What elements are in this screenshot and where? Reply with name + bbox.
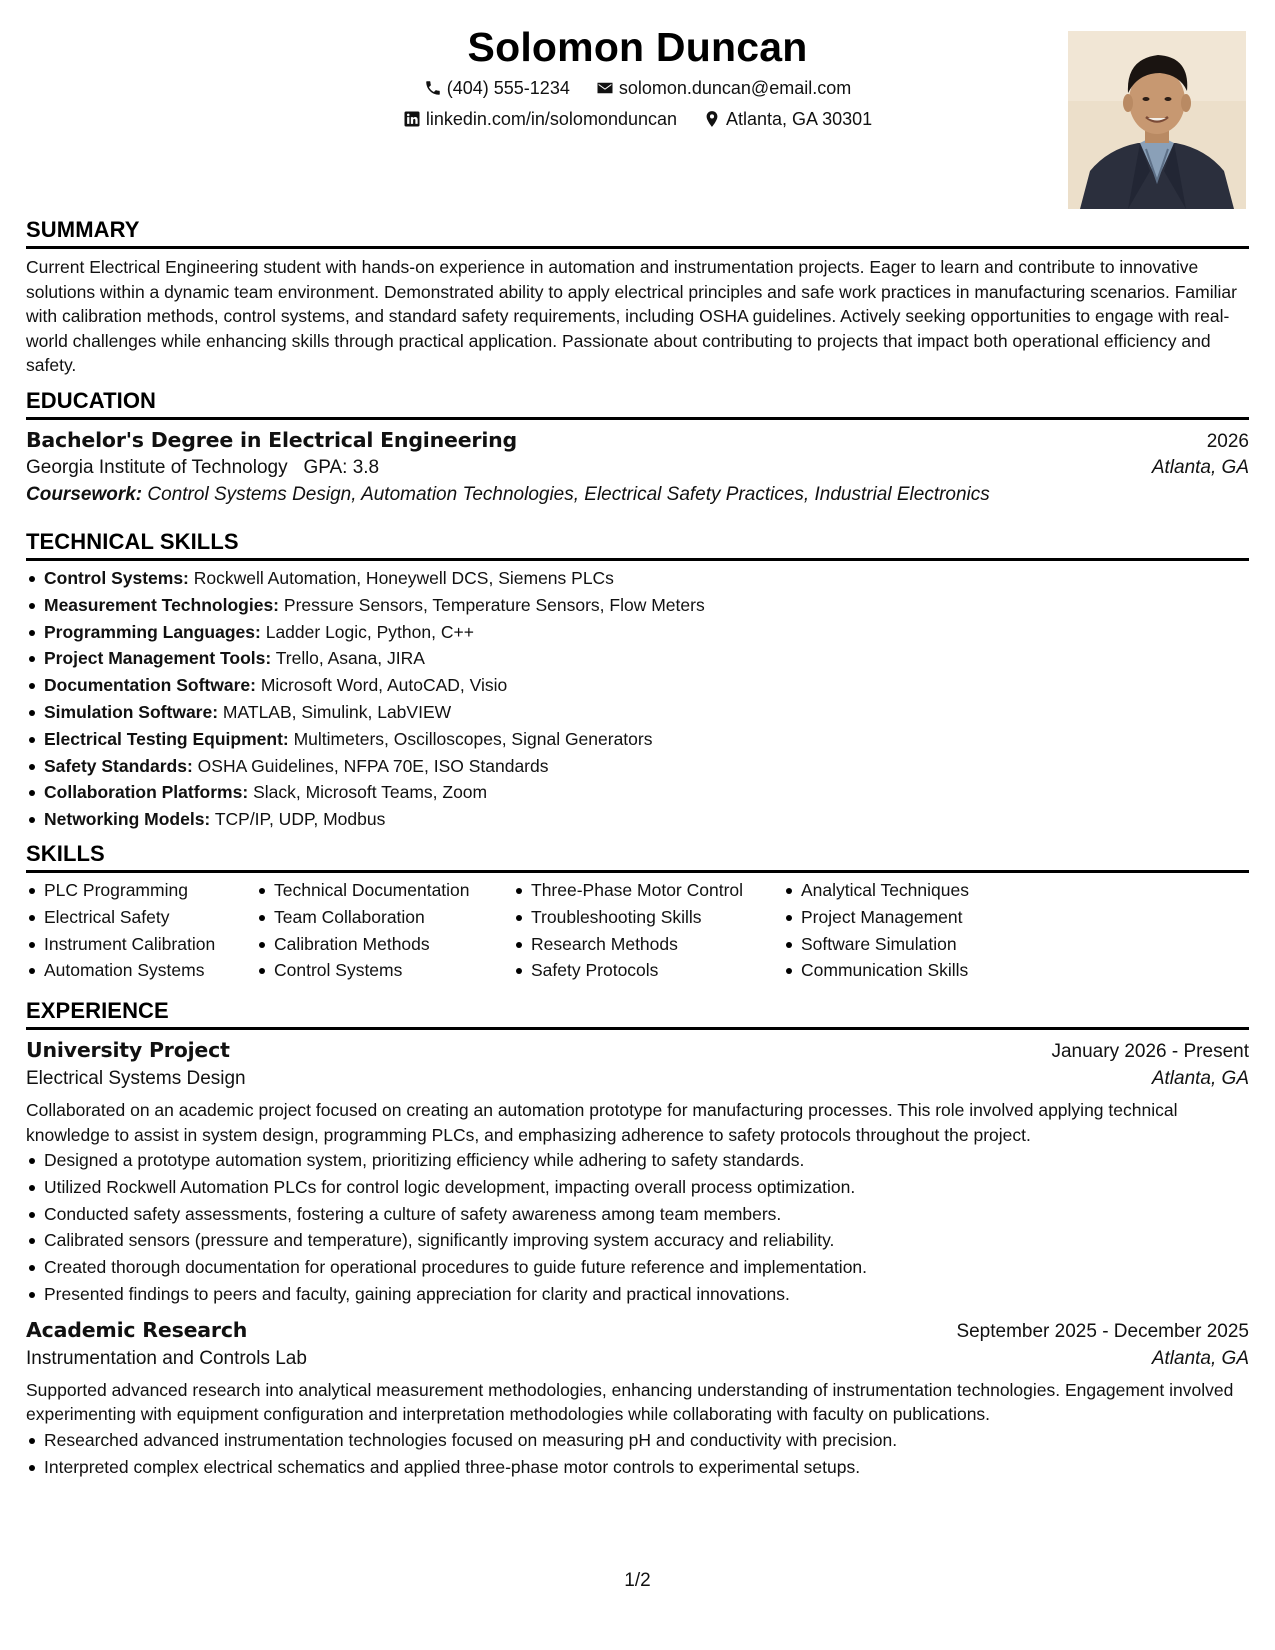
- list-item: [26, 806, 1249, 833]
- list-item: Technical Documentation: [256, 877, 513, 904]
- linkedin-text: linkedin.com/in/solomonduncan: [425, 109, 678, 129]
- location-contact: [703, 107, 872, 131]
- technical-skills-heading: TECHNICAL SKILLS: [26, 528, 1249, 561]
- contact-line-2: [26, 107, 1249, 131]
- skill-category-value: Microsoft Word, AutoCAD, Visio: [260, 675, 508, 696]
- skill-category-value: Pressure Sensors, Temperature Sensors, Flow Meters: [283, 594, 705, 615]
- resume-page: [26, 0, 1249, 1650]
- list-item: Presented findings to peers and faculty, gaining appreciation for clarity and practical innovations.: [26, 1281, 1249, 1308]
- gpa: GPA: 3.8: [303, 457, 380, 478]
- list-item: Analytical Techniques: [783, 877, 1043, 904]
- skill-category-value: Slack, Microsoft Teams, Zoom: [253, 782, 488, 803]
- skills-column-3: [513, 877, 783, 984]
- skills-column-1: [26, 877, 256, 984]
- job-title: University Project: [26, 1038, 230, 1062]
- summary-heading: SUMMARY: [26, 216, 1249, 249]
- skill-category-value: MATLAB, Simulink, LabVIEW: [222, 701, 452, 722]
- job-entry: [26, 1038, 1249, 1308]
- job-title: Academic Research: [26, 1317, 248, 1342]
- list-item: Software Simulation: [783, 931, 1043, 958]
- skills-section: [26, 840, 1249, 984]
- skill-category-value: Rockwell Automation, Honeywell DCS, Siemens PLCs: [193, 568, 614, 588]
- list-item: Created thorough documentation for operational procedures to guide future reference and implementation.: [26, 1254, 1249, 1281]
- email-text: solomon.duncan@email.com: [618, 78, 852, 98]
- technical-skills-section: [26, 528, 1249, 833]
- resume-header: [26, 22, 1249, 131]
- job-dates: September 2025 - December 2025: [956, 1320, 1249, 1342]
- summary-section: [26, 216, 1249, 378]
- job-location: Atlanta, GA: [1151, 1347, 1249, 1369]
- contact-line-1: [26, 76, 1249, 100]
- list-item: Conducted safety assessments, fostering a culture of safety awareness among team members.: [26, 1201, 1249, 1228]
- job-location: Atlanta, GA: [1151, 1068, 1249, 1089]
- job-sub-row: [26, 1068, 1249, 1090]
- job-bullets: [26, 1147, 1249, 1308]
- list-item: Instrument Calibration: [26, 931, 256, 958]
- technical-skills-list: [26, 565, 1249, 833]
- list-item: Calibration Methods: [256, 931, 513, 958]
- phone-text: (404) 555-1234: [446, 78, 570, 98]
- skill-category-label: Project Management Tools:: [44, 648, 272, 669]
- location-text: Atlanta, GA 30301: [726, 109, 873, 129]
- education-section: [26, 387, 1249, 506]
- skill-category-label: Collaboration Platforms:: [44, 782, 249, 803]
- list-item: [26, 753, 1249, 780]
- list-item: Interpreted complex electrical schematics and applied three-phase motor controls to experimental setups.: [26, 1454, 1249, 1481]
- job-entry: [26, 1318, 1249, 1481]
- list-item: Electrical Safety: [26, 904, 256, 931]
- list-item: Designed a prototype automation system, prioritizing efficiency while adhering to safety standards.: [26, 1147, 1249, 1174]
- list-item: [26, 565, 1249, 592]
- list-item: [26, 779, 1249, 806]
- list-item: PLC Programming: [26, 877, 256, 904]
- skill-category-value: Multimeters, Oscilloscopes, Signal Generators: [293, 728, 653, 749]
- education-header-row: [26, 428, 1249, 453]
- phone-contact[interactable]: [424, 76, 570, 100]
- list-item: Three-Phase Motor Control: [513, 877, 783, 904]
- job-subtitle: Instrumentation and Controls Lab: [26, 1347, 307, 1369]
- list-item: Researched advanced instrumentation technologies focused on measuring pH and conductivity with precision.: [26, 1427, 1249, 1454]
- page-number: 1/2: [624, 1570, 651, 1591]
- skill-category-label: Control Systems:: [44, 568, 189, 588]
- skill-category-label: Measurement Technologies:: [44, 594, 280, 615]
- skill-category-label: Programming Languages:: [44, 621, 261, 642]
- school-location: Atlanta, GA: [1151, 457, 1249, 478]
- job-description: Supported advanced research into analytical measurement methodologies, enhancing understanding of instrumentation technologies. Engagement involved experimenting with equipment configuration and interpretation methodologies while collaborating with faculty on publications.: [26, 1379, 1234, 1425]
- list-item: [26, 726, 1249, 753]
- coursework-line: [26, 484, 1249, 506]
- school-name-and-gpa: [26, 457, 379, 479]
- email-contact[interactable]: [596, 76, 851, 100]
- skill-category-label: Networking Models:: [44, 809, 211, 830]
- skills-heading: SKILLS: [26, 840, 1249, 873]
- job-dates: January 2026 - Present: [1051, 1041, 1249, 1062]
- phone-icon: [424, 79, 442, 97]
- skill-category-label: Electrical Testing Equipment:: [44, 728, 289, 749]
- experience-heading: EXPERIENCE: [26, 997, 1249, 1030]
- job-bullets: [26, 1427, 1249, 1481]
- summary-text: Current Electrical Engineering student with hands-on experience in automation and instrumentation projects. Eager to learn and contribute to innovative solutions within a dynamic team environment. Demonstrated ability to apply electrical principles and safe work practices in manufacturing scenarios. Familiar with calibration methods, control systems, and standard safety requirements, including OSHA guidelines. Actively seeking opportunities to engage with real-world challenges while enhancing skills through practical application. Passionate about contributing to projects that impact both operational efficiency and safety.: [26, 257, 1237, 375]
- skill-category-value: TCP/IP, UDP, Modbus: [214, 809, 386, 830]
- skill-category-label: Simulation Software:: [44, 701, 219, 722]
- list-item: Utilized Rockwell Automation PLCs for control logic development, impacting overall process optimization.: [26, 1174, 1249, 1201]
- list-item: [26, 699, 1249, 726]
- education-school-row: [26, 457, 1249, 479]
- linkedin-icon: [403, 110, 421, 128]
- experience-section: [26, 997, 1249, 1480]
- skill-category-value: Ladder Logic, Python, C++: [265, 621, 474, 642]
- list-item: Communication Skills: [783, 957, 1043, 984]
- education-heading: EDUCATION: [26, 387, 1249, 420]
- envelope-icon: [596, 79, 614, 97]
- list-item: Troubleshooting Skills: [513, 904, 783, 931]
- list-item: [26, 619, 1249, 646]
- list-item: [26, 672, 1249, 699]
- job-description: Collaborated on an academic project focused on creating an automation prototype for manufacturing processes. This role involved applying technical knowledge to assist in system design, programming PLCs, and emphasizing adherence to safety protocols throughout the project.: [26, 1100, 1178, 1145]
- degree-title: Bachelor's Degree in Electrical Engineering: [26, 428, 518, 452]
- list-item: Project Management: [783, 904, 1043, 931]
- linkedin-contact[interactable]: [403, 107, 677, 131]
- profile-photo: [1068, 31, 1246, 209]
- skill-category-label: Documentation Software:: [44, 675, 256, 696]
- graduation-year: 2026: [1206, 431, 1249, 452]
- job-header-row: [26, 1318, 1249, 1343]
- list-item: Research Methods: [513, 931, 783, 958]
- skills-column-2: [256, 877, 513, 984]
- list-item: Calibrated sensors (pressure and temperature), significantly improving system accuracy and reliability.: [26, 1227, 1249, 1254]
- skill-category-label: Safety Standards:: [44, 755, 193, 776]
- skill-category-value: OSHA Guidelines, NFPA 70E, ISO Standards: [197, 755, 549, 776]
- school-name: Georgia Institute of Technology: [26, 457, 288, 478]
- list-item: Control Systems: [256, 957, 513, 984]
- list-item: Safety Protocols: [513, 957, 783, 984]
- list-item: Team Collaboration: [256, 904, 513, 931]
- job-sub-row: [26, 1348, 1249, 1370]
- map-pin-icon: [703, 110, 721, 128]
- skill-category-value: Trello, Asana, JIRA: [275, 648, 425, 669]
- coursework-label: Coursework:: [26, 484, 143, 505]
- list-item: [26, 592, 1249, 619]
- skills-grid: [26, 877, 1249, 984]
- list-item: [26, 645, 1249, 672]
- job-header-row: [26, 1038, 1249, 1063]
- skills-column-4: [783, 877, 1043, 984]
- coursework-list: Control Systems Design, Automation Technologies, Electrical Safety Practices, Industrial Electronics: [147, 484, 990, 505]
- candidate-name: Solomon Duncan: [467, 24, 808, 70]
- list-item: Automation Systems: [26, 957, 256, 984]
- job-subtitle: Electrical Systems Design: [26, 1068, 246, 1089]
